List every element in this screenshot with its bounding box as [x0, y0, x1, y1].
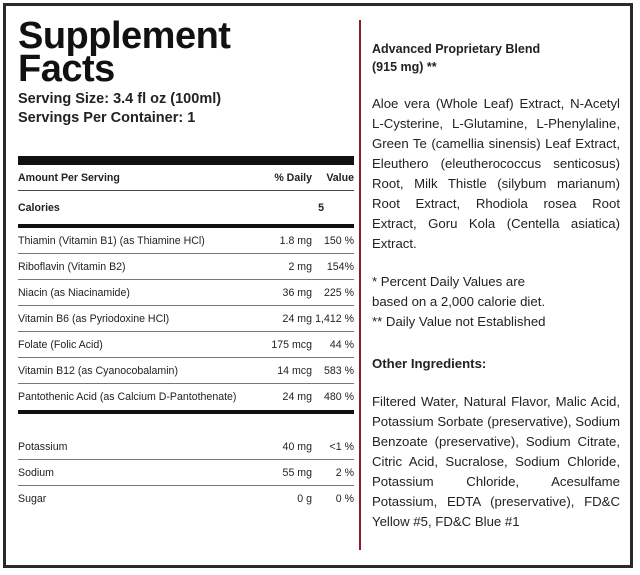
- nutrient-name: Sodium: [18, 466, 54, 479]
- nutrient-daily-value: 0 %: [335, 493, 354, 505]
- nutrient-name: Thiamin (Vitamin B1) (as Thiamine HCl): [18, 234, 205, 247]
- nutrient-daily-value: 44 %: [329, 338, 354, 351]
- nutrient-amount: 14 mcg: [277, 364, 312, 377]
- header-value: Value: [326, 171, 354, 184]
- table-header: [18, 165, 354, 191]
- footnote-line-3: ** Daily Value not Established: [372, 314, 546, 329]
- nutrient-name: Niacin (as Niacinamide): [18, 286, 130, 299]
- blend-title-line-2: (915 mg) **: [372, 60, 437, 74]
- nutrient-amount: 55 mg: [282, 466, 312, 479]
- nutrient-name: Folate (Folic Acid): [18, 338, 103, 351]
- nutrient-amount: 1.8 mg: [279, 234, 312, 247]
- nutrient-amount: 175 mcg: [271, 338, 312, 351]
- nutrient-daily-value: <1 %: [329, 440, 354, 453]
- header-amount-per-serving: Amount Per Serving: [18, 171, 120, 184]
- nutrient-name: Pantothenic Acid (as Calcium D-Pantothenate): [18, 391, 237, 403]
- calories-row: [18, 191, 354, 228]
- table-row: [18, 358, 354, 384]
- nutrient-name: Riboflavin (Vitamin B2): [18, 260, 126, 273]
- ingredients-panel: [372, 40, 620, 532]
- header-percent-daily: % Daily: [274, 171, 312, 184]
- label-frame: [3, 3, 633, 568]
- table-row: [18, 254, 354, 280]
- serving-size: Serving Size: 3.4 fl oz (100ml): [18, 91, 222, 107]
- calories-value: 5: [318, 201, 324, 214]
- column-divider: [359, 20, 361, 550]
- nutrient-daily-value: 583 %: [323, 364, 354, 377]
- nutrient-daily-value: 480 %: [323, 391, 354, 403]
- other-ingredients-title: Other Ingredients:: [372, 356, 487, 371]
- nutrient-name: Vitamin B12 (as Cyanocobalamin): [18, 364, 178, 377]
- table-row: [18, 280, 354, 306]
- table-row: [18, 460, 354, 486]
- nutrient-amount: 40 mg: [282, 440, 312, 453]
- nutrient-amount: 0 g: [297, 493, 312, 505]
- calories-label: Calories: [18, 201, 60, 214]
- nutrient-name: Potassium: [18, 440, 68, 453]
- footnote-line-1: * Percent Daily Values are: [372, 274, 525, 289]
- table-row: [18, 486, 354, 512]
- nutrient-amount: 24 mg: [282, 391, 312, 403]
- nutrient-amount: 2 mg: [288, 260, 312, 273]
- thick-rule-top: [18, 156, 354, 165]
- blend-ingredients: Aloe vera (Whole Leaf) Extract, N-Acetyl L-Cysterine, L-Glutamine, L-Phenylaline, Green Te (camellia sinensis) Leaf Extract, Eleuthero (eleutherococcus senticosus) Root, Milk Thistle (silybum marianum) Root Extract, Rhodiola rosea Root Extract, Goru Kola (Centella asiatica) Extract.: [372, 96, 620, 251]
- table-row: [18, 434, 354, 460]
- title-line-2: Facts: [18, 48, 115, 90]
- footnotes: [372, 272, 620, 332]
- blend-title-line-1: Advanced Proprietary Blend: [372, 42, 541, 56]
- nutrient-daily-value: 154%: [326, 260, 354, 273]
- nutrient-daily-value: 225 %: [323, 286, 354, 299]
- nutrient-amount: 36 mg: [282, 286, 312, 299]
- title-line-1: Supplement: [18, 15, 231, 57]
- table-row: [18, 228, 354, 254]
- supplement-facts-panel: [18, 6, 354, 512]
- nutrient-name: Sugar: [18, 493, 47, 505]
- table-row: [18, 332, 354, 358]
- nutrient-daily-value: 2 %: [335, 466, 354, 479]
- table-row: [18, 384, 354, 414]
- nutrient-daily-value: 1,412 %: [315, 312, 354, 325]
- other-ingredients-text: Filtered Water, Natural Flavor, Malic Acid, Potassium Sorbate (preservative), Sodium Benzoate (preservative), Sodium Citrate, Citric Acid, Sucralose, Sodium Chloride, Potassium Chloride, Acesulfame Potassium, EDTA (preservative), FD&C Yellow #5, FD&C Blue #1: [372, 394, 620, 529]
- table-row: [18, 306, 354, 332]
- nutrient-amount: 24 mg: [282, 312, 312, 325]
- nutrient-daily-value: 150 %: [323, 234, 354, 247]
- nutrient-name: Vitamin B6 (as Pyriodoxine HCl): [18, 312, 170, 325]
- servings-per-container: Servings Per Container: 1: [18, 110, 196, 126]
- footnote-line-2: based on a 2,000 calorie diet.: [372, 294, 546, 309]
- section-spacer: [18, 414, 354, 434]
